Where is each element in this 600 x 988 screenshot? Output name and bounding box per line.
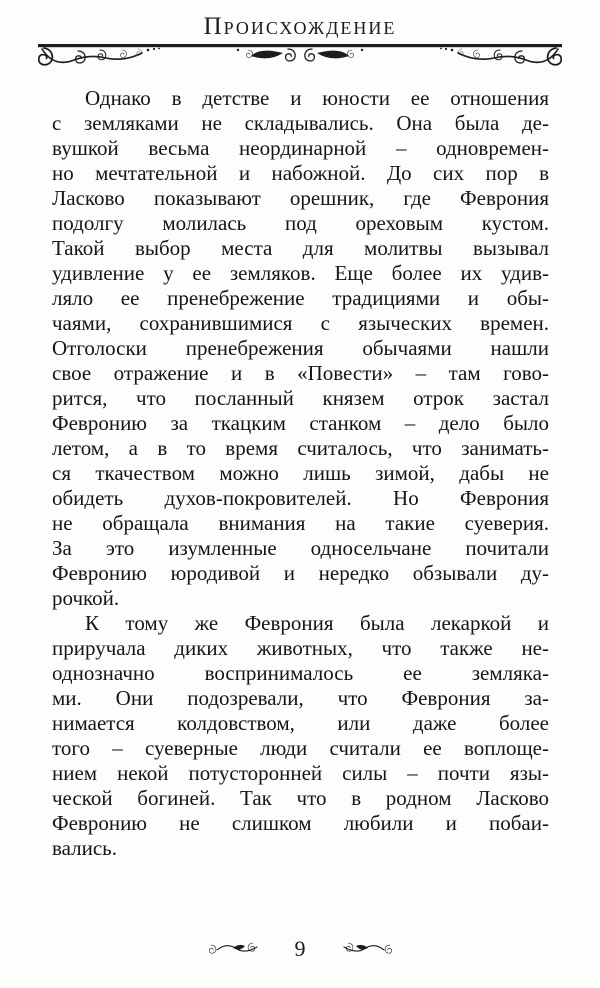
text-line: нимается колдовством, или даже более [52,711,549,735]
floral-rule-icon [38,44,562,78]
paragraph [52,86,549,611]
body-text [52,86,549,861]
text-line: Февронию за ткацким станком – дело было [52,411,549,435]
text-line: удивление у ее земляков. Еще более их удив- [52,261,549,285]
text-line: За это изумленные односельчане почитали [52,536,549,560]
flourish-right-icon [336,939,394,959]
text-line: вались. [52,836,118,860]
text-line: Ласково показывают орешник, где Феврония [52,186,549,210]
text-line: ляло ее пренебрежение традициями и обы- [52,286,549,310]
text-line: приручала диких животных, что также не- [52,636,549,660]
text-line: К тому же Феврония была лекаркой и [85,611,549,635]
text-line: не обращала внимания на такие суеверия. [52,511,549,535]
text-line: свое отражение и в «Повести» – там гово- [52,361,549,385]
text-line: Февронию не слишком любили и побаи- [52,811,549,835]
ornament-divider [38,44,562,78]
text-line: вушкой весьма неординарной – одновремен- [52,136,549,160]
text-line: летом, а в то время считалось, что занимать- [52,436,549,460]
text-line: Отголоски пренебрежения обычаями нашли [52,336,549,360]
page-title: Происхождение [203,13,397,40]
text-line: ческой богиней. Так что в родном Ласково [52,786,549,810]
text-line: рочкой. [52,586,120,610]
page-number: 9 [294,936,306,961]
text-line: обидеть духов-покровителей. Но Феврония [52,486,549,510]
text-line: ся ткачеством можно лишь зимой, дабы не [52,461,549,485]
text-line: подолгу молилась под ореховым кустом. [52,211,549,235]
text-line: рится, что посланный князем отрок застал [52,386,549,410]
paragraph [52,611,549,861]
text-line: чаями, сохранившимися с языческих времен. [52,311,549,335]
text-line: Такой выбор места для молитвы вызывал [52,236,549,260]
text-line: Февронию юродивой и нередко обзывали ду- [52,561,549,585]
page-footer [0,937,600,961]
text-line: ми. Они подозревали, что Феврония за- [52,686,549,710]
text-line: нием некой потусторонней силы – почти язы- [52,761,549,785]
text-line: с земляками не складывались. Она была де- [52,111,549,135]
text-line: однозначно воспринималось ее земляка- [52,661,549,685]
flourish-left-icon [207,939,265,959]
text-line: но мечтательной и набожной. До сих пор в [52,161,549,185]
text-line: того – суеверные люди считали ее воплоще- [52,736,549,760]
text-line: Однако в детстве и юности ее отношения [85,86,549,110]
